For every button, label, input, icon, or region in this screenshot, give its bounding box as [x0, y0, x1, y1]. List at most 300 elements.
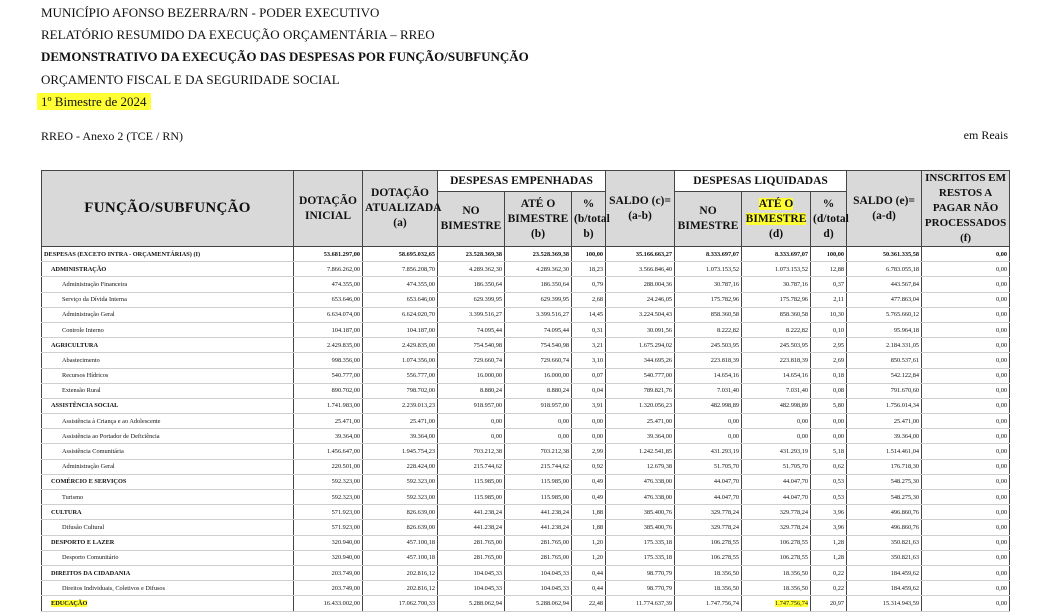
row-value: 50.361.335,58 — [847, 247, 922, 262]
row-value: 39.364,00 — [294, 429, 363, 444]
row-value: 592.323,00 — [363, 490, 438, 505]
row-value: 850.537,61 — [847, 353, 922, 368]
table-row — [42, 338, 1010, 353]
row-value: 0,00 — [922, 353, 1010, 368]
row-value: 228.424,00 — [363, 459, 438, 474]
row-label: DESPESAS (EXCETO INTRA - ORÇAMENTÁRIAS) (I) — [42, 247, 294, 262]
row-value: 0,00 — [505, 429, 572, 444]
row-value: 203.749,00 — [294, 565, 363, 580]
row-value: 443.567,84 — [847, 277, 922, 292]
row-label: DIREITOS DA CIDADANIA — [42, 565, 294, 580]
liq-ate-label-c: (d) — [769, 227, 784, 240]
row-value: 2,99 — [572, 444, 606, 459]
row-value: 0,00 — [922, 277, 1010, 292]
row-value: 1.675.294,02 — [606, 338, 675, 353]
row-value: 0,00 — [675, 414, 742, 429]
col-header-liq-no-bimestre: NO BIMESTRE — [675, 192, 742, 247]
col-header-dotacao-inicial: DOTAÇÃO INICIAL — [294, 171, 363, 247]
row-value: 0,00 — [922, 322, 1010, 337]
row-value: 0,53 — [811, 474, 847, 489]
table-row — [42, 474, 1010, 489]
row-value: 5.765.660,12 — [847, 307, 922, 322]
row-value: 281.765,00 — [438, 535, 505, 550]
row-value: 1,88 — [572, 505, 606, 520]
table-row — [42, 581, 1010, 596]
row-value: 826.639,00 — [363, 520, 438, 535]
row-value: 482.998,89 — [742, 398, 811, 413]
row-value: 1.073.153,52 — [742, 262, 811, 277]
row-value: 23.528.369,38 — [438, 247, 505, 262]
row-value: 0,18 — [811, 368, 847, 383]
row-value: 25.471,00 — [363, 414, 438, 429]
row-label — [42, 596, 294, 611]
row-value: 1.320.056,23 — [606, 398, 675, 413]
row-value: 0,00 — [811, 429, 847, 444]
row-value: 8.880,24 — [505, 383, 572, 398]
row-value: 223.818,39 — [675, 353, 742, 368]
row-value: 16.433.002,00 — [294, 596, 363, 611]
col-header-saldo-e: SALDO (e)=(a-d) — [847, 171, 922, 247]
row-value: 1,20 — [572, 550, 606, 565]
row-value: 1.074.356,00 — [363, 353, 438, 368]
row-value: 115.985,00 — [438, 474, 505, 489]
row-value: 754.540,98 — [505, 338, 572, 353]
row-value: 431.293,19 — [675, 444, 742, 459]
row-value: 12.679,38 — [606, 459, 675, 474]
row-value: 477.863,04 — [847, 292, 922, 307]
row-value: 35.166.663,27 — [606, 247, 675, 262]
row-value: 7.866.262,00 — [294, 262, 363, 277]
row-label: Assistência à Criança e ao Adolescente — [42, 414, 294, 429]
row-value: 3.399.516,27 — [505, 307, 572, 322]
row-value: 25.471,00 — [847, 414, 922, 429]
row-value: 4.289.362,30 — [438, 262, 505, 277]
row-value: 106.278,55 — [742, 535, 811, 550]
row-value: 826.639,00 — [363, 505, 438, 520]
row-value: 106.278,55 — [742, 550, 811, 565]
row-value: 858.360,58 — [742, 307, 811, 322]
row-value: 2.429.835,00 — [294, 338, 363, 353]
row-value: 30.787,16 — [675, 277, 742, 292]
row-value: 548.275,30 — [847, 474, 922, 489]
row-value: 15.314.943,59 — [847, 596, 922, 611]
row-value: 3,21 — [572, 338, 606, 353]
row-value: 329.778,24 — [675, 520, 742, 535]
row-value: 18,23 — [572, 262, 606, 277]
row-value: 106.278,55 — [675, 535, 742, 550]
row-value: 175.335,18 — [606, 535, 675, 550]
row-label: Desporto Comunitário — [42, 550, 294, 565]
row-value: 25.471,00 — [294, 414, 363, 429]
row-value: 10,30 — [811, 307, 847, 322]
row-label: ASSISTÊNCIA SOCIAL — [42, 398, 294, 413]
row-value: 441.238,24 — [438, 520, 505, 535]
table-row — [42, 322, 1010, 337]
row-value: 184.459,62 — [847, 581, 922, 596]
row-value: 0,00 — [922, 307, 1010, 322]
row-value: 186.350,64 — [505, 277, 572, 292]
row-value: 754.540,98 — [438, 338, 505, 353]
row-value: 5,80 — [811, 398, 847, 413]
row-value: 474.355,00 — [294, 277, 363, 292]
row-value: 104.187,00 — [294, 322, 363, 337]
row-value: 0,00 — [922, 262, 1010, 277]
row-value: 540.777,00 — [606, 368, 675, 383]
row-value: 556.777,00 — [363, 368, 438, 383]
row-value: 571.923,00 — [294, 520, 363, 535]
row-value: 1,28 — [811, 535, 847, 550]
row-value: 0,22 — [811, 565, 847, 580]
row-value: 1.741.983,00 — [294, 398, 363, 413]
row-value: 14.654,16 — [742, 368, 811, 383]
row-value: 3.566.846,40 — [606, 262, 675, 277]
row-value: 74.095,44 — [505, 322, 572, 337]
table-row — [42, 429, 1010, 444]
row-value: 203.749,00 — [294, 581, 363, 596]
row-value: 798.702,00 — [363, 383, 438, 398]
row-value: 1,28 — [811, 550, 847, 565]
row-value: 385.400,76 — [606, 520, 675, 535]
row-value: 703.212,38 — [505, 444, 572, 459]
row-value: 20,97 — [811, 596, 847, 611]
col-header-saldo-c: SALDO (c)=(a-b) — [606, 171, 675, 247]
row-label: Assistência Comunitária — [42, 444, 294, 459]
emp-ate-label-c: (b) — [530, 227, 546, 240]
row-value: 476.338,00 — [606, 474, 675, 489]
row-value: 0,00 — [922, 383, 1010, 398]
row-value: 0,00 — [922, 429, 1010, 444]
row-value: 2.429.835,00 — [363, 338, 438, 353]
row-value: 175.335,18 — [606, 550, 675, 565]
row-value: 104.187,00 — [363, 322, 438, 337]
row-value: 16.000,00 — [438, 368, 505, 383]
row-value: 104.045,33 — [438, 565, 505, 580]
table-row — [42, 596, 1010, 611]
row-value: 104.045,33 — [505, 565, 572, 580]
row-value: 3,10 — [572, 353, 606, 368]
table-row — [42, 368, 1010, 383]
row-value: 245.503,95 — [742, 338, 811, 353]
row-value: 2,95 — [811, 338, 847, 353]
row-label: Difusão Cultural — [42, 520, 294, 535]
row-value: 0,00 — [922, 474, 1010, 489]
row-value: 457.100,18 — [363, 535, 438, 550]
row-value: 175.782,96 — [742, 292, 811, 307]
row-value: 0,00 — [505, 414, 572, 429]
row-label: Recursos Hídricos — [42, 368, 294, 383]
row-value: 441.238,24 — [505, 505, 572, 520]
row-value: 320.940,00 — [294, 550, 363, 565]
row-value: 0,00 — [922, 247, 1010, 262]
row-value: 6.634.074,00 — [294, 307, 363, 322]
row-value: 24.246,05 — [606, 292, 675, 307]
row-label: Assistência ao Portador de Deficiência — [42, 429, 294, 444]
row-value: 0,00 — [922, 535, 1010, 550]
row-value: 18.356,50 — [742, 565, 811, 580]
row-value: 3.224.504,43 — [606, 307, 675, 322]
row-value: 53.681.297,00 — [294, 247, 363, 262]
row-value: 476.338,00 — [606, 490, 675, 505]
row-value: 791.670,60 — [847, 383, 922, 398]
row-value: 2.239.013,23 — [363, 398, 438, 413]
row-value: 18.356,50 — [742, 581, 811, 596]
row-value: 44.047,70 — [675, 474, 742, 489]
row-value: 629.399,95 — [438, 292, 505, 307]
dotacao-atualizada-label: DOTAÇÃO ATUALIZADA — [365, 187, 442, 214]
row-value: 0,53 — [811, 490, 847, 505]
dotacao-atualizada-sub: (a) — [393, 217, 407, 229]
row-value: 0,00 — [922, 414, 1010, 429]
educacao-liquidado-highlight: 1.747.756,74 — [774, 599, 809, 607]
row-value: 12,88 — [811, 262, 847, 277]
col-header-emp-ate-bimestre — [505, 192, 572, 247]
row-value: 98.770,79 — [606, 565, 675, 580]
row-value: 7.856.208,70 — [363, 262, 438, 277]
row-value: 22,48 — [572, 596, 606, 611]
row-value: 3.399.516,27 — [438, 307, 505, 322]
row-value: 350.821,63 — [847, 535, 922, 550]
period-highlight: 1º Bimestre de 2024 — [37, 93, 151, 110]
row-value: 0,92 — [572, 459, 606, 474]
row-value: 3,96 — [811, 520, 847, 535]
table-row — [42, 262, 1010, 277]
row-value: 115.985,00 — [505, 474, 572, 489]
row-value: 1,20 — [572, 535, 606, 550]
liq-ate-label-b: BIMESTRE — [745, 212, 807, 225]
expense-execution-table — [41, 170, 1010, 612]
row-value: 44.047,70 — [742, 474, 811, 489]
row-label: Extensão Rural — [42, 383, 294, 398]
col-header-inscritos: INSCRITOS EM RESTOS A PAGAR NÃO PROCESSADOS (f) — [922, 171, 1010, 247]
row-value: 281.765,00 — [438, 550, 505, 565]
row-value: 215.744,62 — [505, 459, 572, 474]
row-value: 729.660,74 — [438, 353, 505, 368]
row-value: 0,00 — [811, 414, 847, 429]
table-row — [42, 292, 1010, 307]
units-label: em Reais — [963, 128, 1008, 142]
row-value: 288.004,36 — [606, 277, 675, 292]
table-row — [42, 444, 1010, 459]
emp-ate-label-b: BIMESTRE — [507, 212, 569, 225]
row-value: 8.222,82 — [675, 322, 742, 337]
row-value: 0,44 — [572, 565, 606, 580]
row-value: 474.355,00 — [363, 277, 438, 292]
row-value: 592.323,00 — [294, 474, 363, 489]
row-value: 115.985,00 — [505, 490, 572, 505]
table-header — [42, 171, 1010, 247]
row-value: 0,62 — [811, 459, 847, 474]
row-value: 7.031,40 — [675, 383, 742, 398]
row-value: 104.045,33 — [438, 581, 505, 596]
row-value: 571.923,00 — [294, 505, 363, 520]
row-value: 39.364,00 — [606, 429, 675, 444]
col-header-funcao: FUNÇÃO/SUBFUNÇÃO — [42, 171, 294, 247]
row-value: 0,00 — [572, 414, 606, 429]
row-value: 431.293,19 — [742, 444, 811, 459]
row-value: 6.624.020,70 — [363, 307, 438, 322]
row-label: Administração Financeira — [42, 277, 294, 292]
row-value: 2.184.331,05 — [847, 338, 922, 353]
row-value: 320.940,00 — [294, 535, 363, 550]
row-value — [742, 596, 811, 611]
row-value: 5.288.062,94 — [438, 596, 505, 611]
row-label: Serviço da Dívida Interna — [42, 292, 294, 307]
row-value: 548.275,30 — [847, 490, 922, 505]
row-value: 0,10 — [811, 322, 847, 337]
row-value: 858.360,58 — [675, 307, 742, 322]
row-value: 540.777,00 — [294, 368, 363, 383]
row-value: 0,79 — [572, 277, 606, 292]
table-row — [42, 565, 1010, 580]
row-value: 0,00 — [922, 565, 1010, 580]
row-label: CULTURA — [42, 505, 294, 520]
row-value: 0,00 — [922, 459, 1010, 474]
row-value: 496.860,76 — [847, 520, 922, 535]
row-label: ADMINISTRAÇÃO — [42, 262, 294, 277]
table-row — [42, 307, 1010, 322]
row-value: 100,00 — [572, 247, 606, 262]
row-value: 176.718,30 — [847, 459, 922, 474]
row-value: 11.774.637,39 — [606, 596, 675, 611]
row-value: 344.695,26 — [606, 353, 675, 368]
header-budget-scope: ORÇAMENTO FISCAL E DA SEGURIDADE SOCIAL — [41, 72, 340, 87]
row-value: 441.238,24 — [505, 520, 572, 535]
header-annex: RREO - Anexo 2 (TCE / RN) — [41, 129, 183, 143]
row-value: 7.031,40 — [742, 383, 811, 398]
row-value: 0,00 — [922, 338, 1010, 353]
row-value: 0,49 — [572, 474, 606, 489]
row-value: 0,49 — [572, 490, 606, 505]
row-value: 1,88 — [572, 520, 606, 535]
row-value: 653.646,00 — [363, 292, 438, 307]
row-value: 4.289.362,30 — [505, 262, 572, 277]
row-value: 3,96 — [811, 505, 847, 520]
row-label: AGRICULTURA — [42, 338, 294, 353]
row-value: 6.783.055,18 — [847, 262, 922, 277]
row-value: 18.356,50 — [675, 581, 742, 596]
row-value: 0,37 — [811, 277, 847, 292]
row-value: 385.400,76 — [606, 505, 675, 520]
row-label: Turismo — [42, 490, 294, 505]
row-value: 998.356,00 — [294, 353, 363, 368]
row-value: 18.356,50 — [675, 565, 742, 580]
row-value: 1.747.756,74 — [675, 596, 742, 611]
row-value: 106.278,55 — [675, 550, 742, 565]
row-value: 184.459,62 — [847, 565, 922, 580]
row-value: 115.985,00 — [438, 490, 505, 505]
table-row — [42, 353, 1010, 368]
row-value: 1.514.461,04 — [847, 444, 922, 459]
row-value: 39.364,00 — [847, 429, 922, 444]
row-value: 5.288.062,94 — [505, 596, 572, 611]
row-value: 14.654,16 — [675, 368, 742, 383]
row-value: 245.503,95 — [675, 338, 742, 353]
row-value: 890.702,00 — [294, 383, 363, 398]
row-value: 0,00 — [922, 368, 1010, 383]
row-value: 350.821,63 — [847, 550, 922, 565]
table-row — [42, 277, 1010, 292]
row-value: 0,00 — [922, 398, 1010, 413]
table-row — [42, 550, 1010, 565]
row-value: 281.765,00 — [505, 535, 572, 550]
row-value: 220.501,00 — [294, 459, 363, 474]
row-value: 0,44 — [572, 581, 606, 596]
row-value: 2,69 — [811, 353, 847, 368]
row-value: 0,00 — [922, 550, 1010, 565]
row-value: 8.333.697,07 — [675, 247, 742, 262]
row-value: 95.964,18 — [847, 322, 922, 337]
col-header-liq-ate-bimestre — [742, 192, 811, 247]
row-value: 175.782,96 — [675, 292, 742, 307]
table-row — [42, 535, 1010, 550]
row-value: 8.222,82 — [742, 322, 811, 337]
row-value: 441.238,24 — [438, 505, 505, 520]
row-value: 789.821,76 — [606, 383, 675, 398]
row-value: 918.957,00 — [505, 398, 572, 413]
row-value: 2,11 — [811, 292, 847, 307]
row-value: 0,00 — [922, 444, 1010, 459]
liq-ate-label-a: ATÉ O — [758, 197, 794, 210]
col-header-pct-b: % (b/total b) — [572, 192, 606, 247]
table-row — [42, 398, 1010, 413]
row-value: 51.705,70 — [675, 459, 742, 474]
table-row — [42, 247, 1010, 262]
row-value: 17.062.700,33 — [363, 596, 438, 611]
row-value: 0,00 — [922, 581, 1010, 596]
row-value: 629.399,95 — [505, 292, 572, 307]
row-label: DESPORTO E LAZER — [42, 535, 294, 550]
row-value: 1.242.541,85 — [606, 444, 675, 459]
row-value: 0,22 — [811, 581, 847, 596]
row-value: 202.816,12 — [363, 565, 438, 580]
row-label: Administração Geral — [42, 459, 294, 474]
row-value: 0,07 — [572, 368, 606, 383]
row-value: 496.860,76 — [847, 505, 922, 520]
row-value: 58.695.032,65 — [363, 247, 438, 262]
row-value: 0,00 — [675, 429, 742, 444]
row-value: 215.744,62 — [438, 459, 505, 474]
row-value: 1.945.754,23 — [363, 444, 438, 459]
row-value: 0,08 — [811, 383, 847, 398]
row-value: 482.998,89 — [675, 398, 742, 413]
row-value: 1.756.014,34 — [847, 398, 922, 413]
row-value: 1.456.647,00 — [294, 444, 363, 459]
row-label: Controle Interno — [42, 322, 294, 337]
header-statement-title: DEMONSTRATIVO DA EXECUÇÃO DAS DESPESAS POR FUNÇÃO/SUBFUNÇÃO — [41, 49, 529, 64]
row-value: 729.660,74 — [505, 353, 572, 368]
row-value: 23.528.369,38 — [505, 247, 572, 262]
row-value: 918.957,00 — [438, 398, 505, 413]
header-report-name: RELATÓRIO RESUMIDO DA EXECUÇÃO ORÇAMENTÁRIA – RREO — [41, 27, 435, 42]
table-row — [42, 459, 1010, 474]
row-value: 202.816,12 — [363, 581, 438, 596]
row-value: 0,00 — [742, 414, 811, 429]
row-value: 0,00 — [922, 505, 1010, 520]
educacao-label-highlight: EDUCAÇÃO — [51, 599, 88, 607]
row-value: 281.765,00 — [505, 550, 572, 565]
row-value: 329.778,24 — [742, 505, 811, 520]
row-value: 0,00 — [922, 596, 1010, 611]
row-value: 457.100,18 — [363, 550, 438, 565]
row-value: 329.778,24 — [675, 505, 742, 520]
row-value: 0,00 — [438, 414, 505, 429]
table-row — [42, 414, 1010, 429]
row-value: 3,91 — [572, 398, 606, 413]
row-value: 186.350,64 — [438, 277, 505, 292]
row-value: 30.787,16 — [742, 277, 811, 292]
row-value: 30.091,56 — [606, 322, 675, 337]
group-header-empenhadas: DESPESAS EMPENHADAS — [438, 171, 606, 192]
